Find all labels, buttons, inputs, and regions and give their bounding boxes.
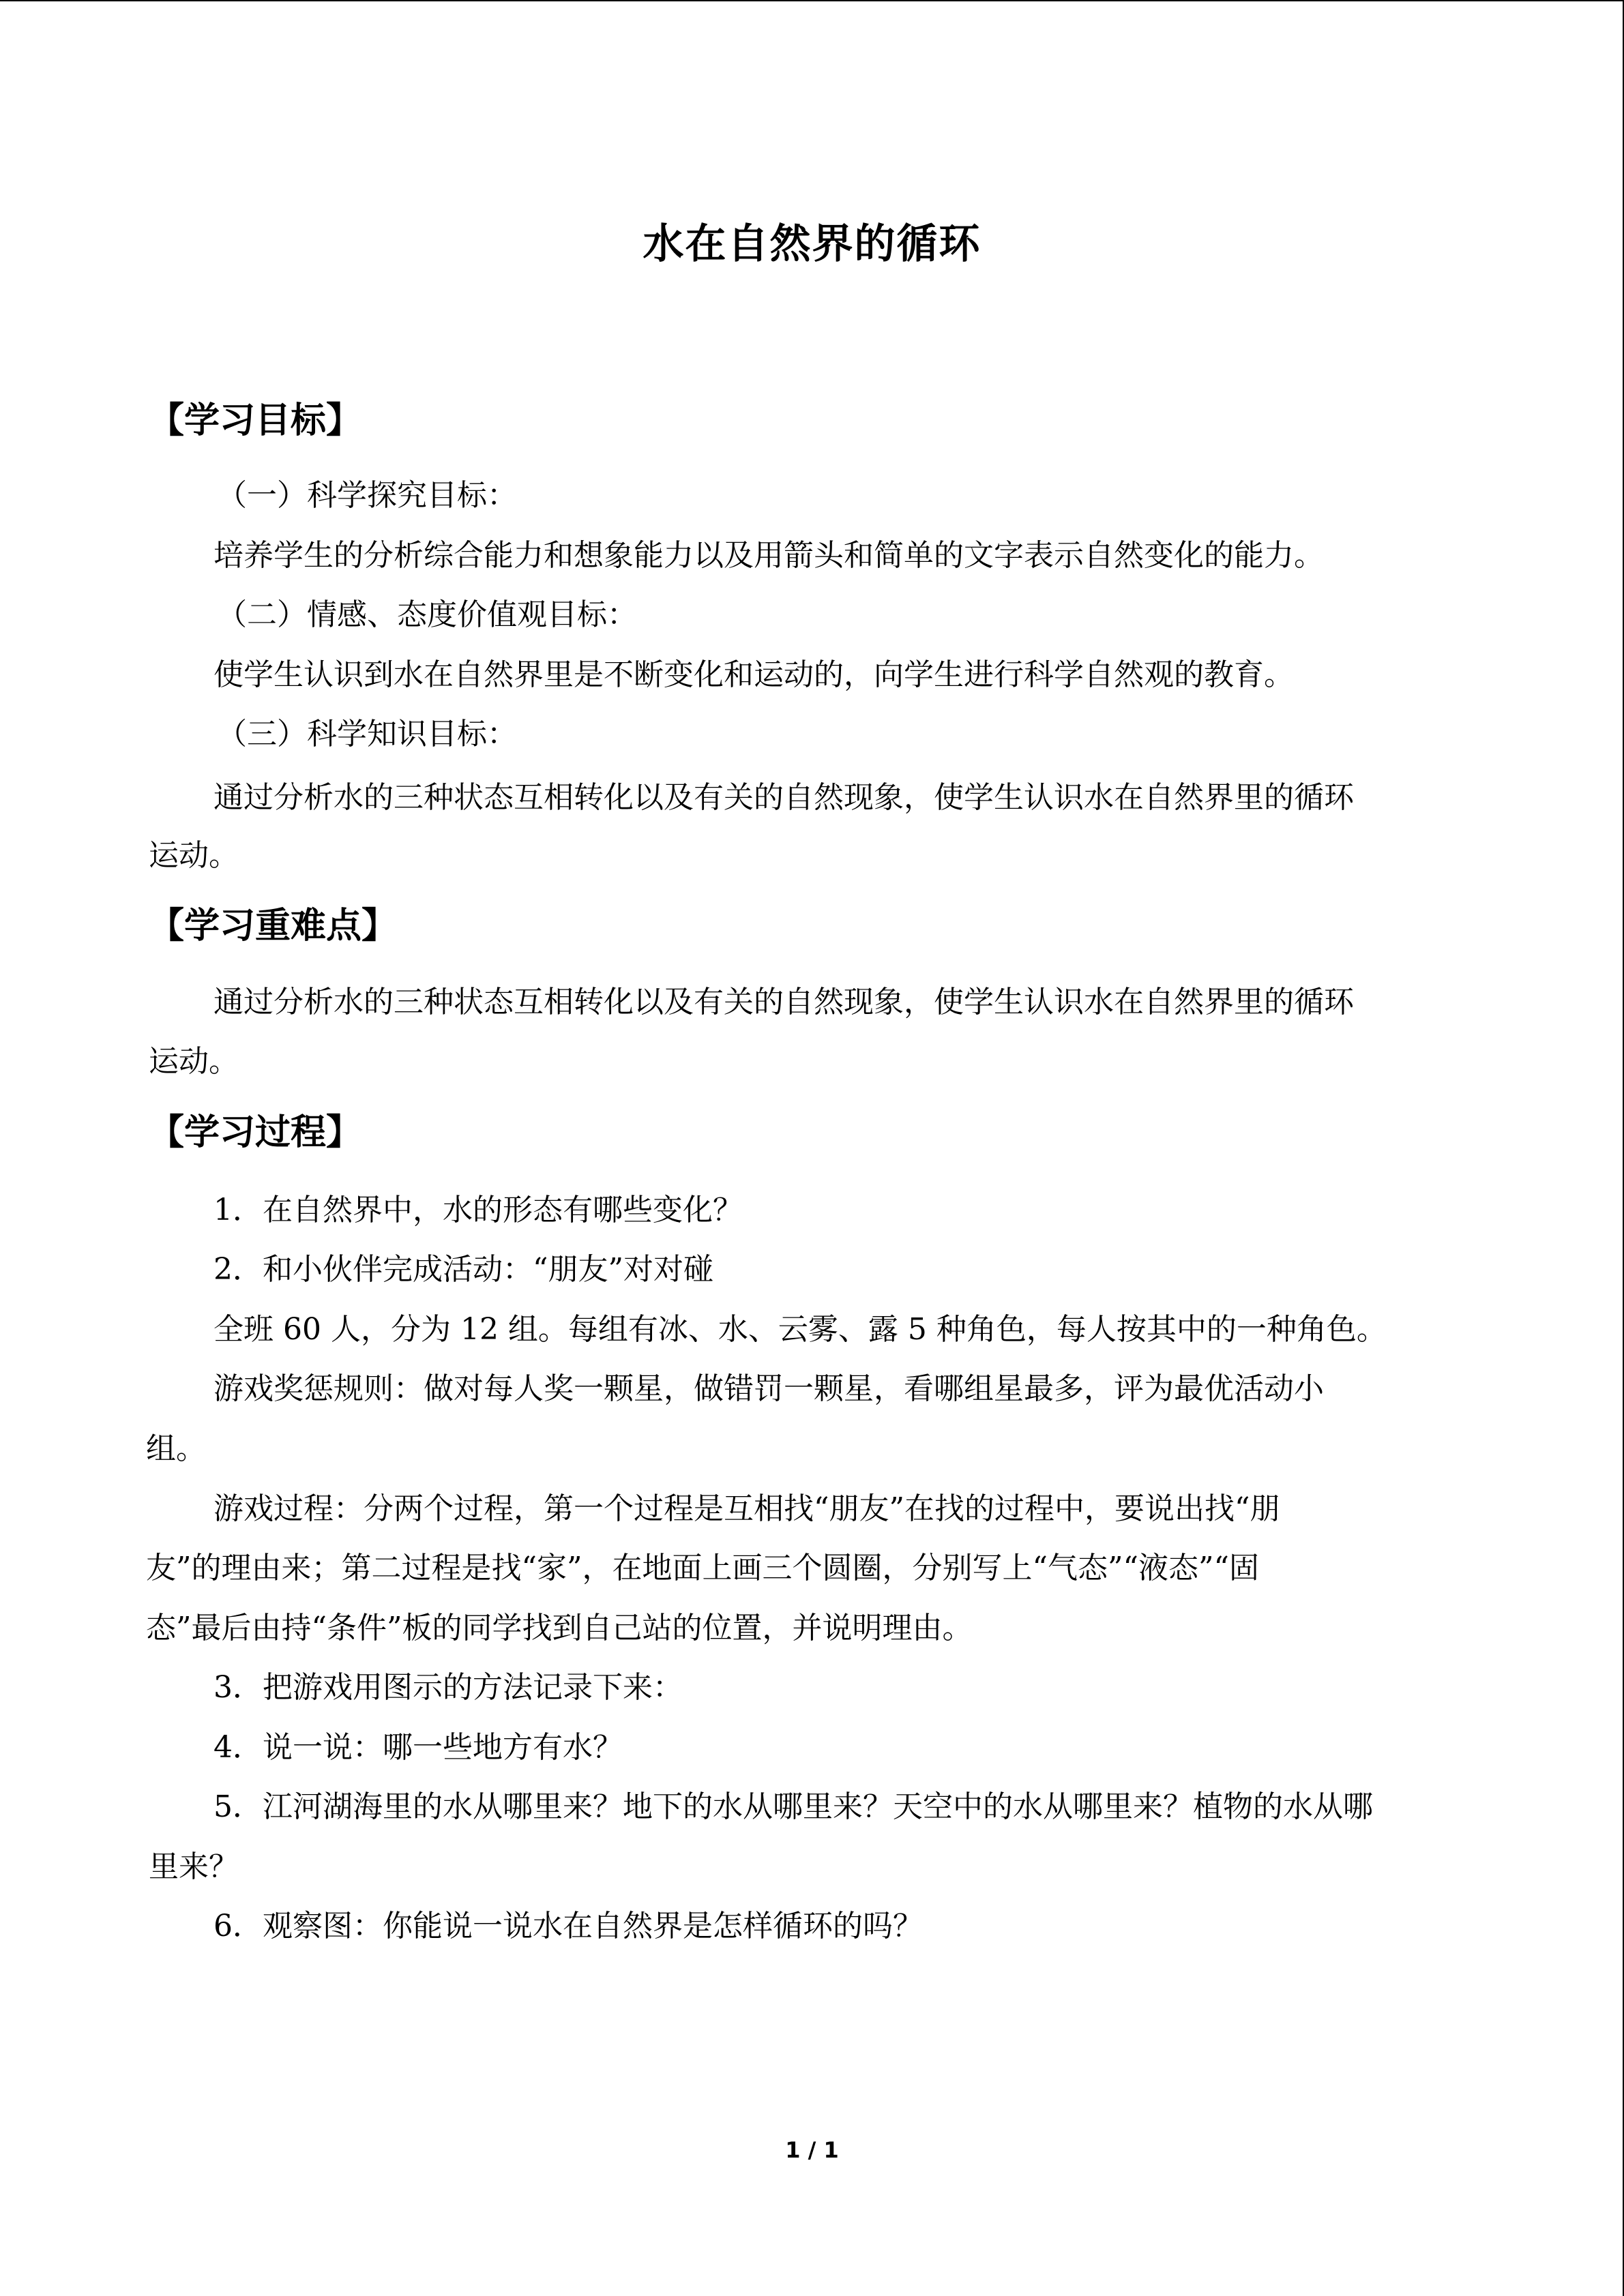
objective-values-text: 使学生认识到水在自然界里是不断变化和运动的，向学生进行科学自然观的教育。 (213, 657, 1294, 692)
objective-inquiry-text: 培养学生的分析综合能力和想象能力以及用箭头和简单的文字表示自然变化的能力。 (213, 538, 1324, 573)
page-number: 1 / 1 (785, 2137, 839, 2163)
heading-learning-objectives: 【学习目标】 (149, 400, 362, 441)
process-item-5-line1: 5．江河湖海里的水从哪里来？地下的水从哪里来？天空中的水从哪里来？植物的水从哪 (213, 1789, 1373, 1824)
process-game-line2: 友”的理由来；第二过程是找“家”，在地面上画三个圆圈，分别写上“气态”“液态”“固 (146, 1551, 1259, 1585)
process-item-6: 6．观察图：你能说一说水在自然界是怎样循环的吗？ (213, 1909, 923, 1943)
process-item-4: 4．说一说：哪一些地方有水？ (213, 1730, 623, 1765)
key-points-text-line2: 运动。 (149, 1044, 239, 1079)
process-game-line1: 游戏过程：分两个过程，第一个过程是互相找“朋友”在找的过程中，要说出找“朋 (213, 1491, 1280, 1526)
process-game-line3: 态”最后由持“条件”板的同学找到自己站的位置，并说明理由。 (146, 1611, 973, 1645)
objective-values-label: （二）情感、态度价值观目标： (217, 597, 637, 632)
process-rules-line1: 游戏奖惩规则：做对每人奖一颗星，做错罚一颗星，看哪组星最多，评为最优活动小 (213, 1371, 1324, 1406)
objective-inquiry-label: （一）科学探究目标： (217, 478, 517, 513)
key-points-text-line1: 通过分析水的三种状态互相转化以及有关的自然现象，使学生认识水在自然界里的循环 (213, 985, 1354, 1019)
process-class-paragraph: 全班 60 人，分为 12 组。每组有冰、水、云雾、露 5 种角色，每人按其中的一种角色。 (213, 1312, 1387, 1347)
objective-knowledge-text-line2: 运动。 (149, 838, 239, 873)
process-rules-line2: 组。 (146, 1431, 206, 1466)
heading-learning-process: 【学习过程】 (149, 1112, 362, 1153)
objective-knowledge-label: （三）科学知识目标： (217, 717, 517, 751)
process-item-1: 1．在自然界中，水的形态有哪些变化？ (213, 1193, 743, 1227)
heading-key-points: 【学习重难点】 (149, 906, 398, 946)
process-item-2: 2．和小伙伴完成活动：“朋友”对对碰 (213, 1252, 713, 1287)
objective-knowledge-text-line1: 通过分析水的三种状态互相转化以及有关的自然现象，使学生认识水在自然界里的循环 (213, 780, 1354, 815)
process-item-5-line2: 里来？ (149, 1849, 239, 1884)
page-title: 水在自然界的循环 (643, 220, 981, 268)
process-item-3: 3．把游戏用图示的方法记录下来： (213, 1670, 683, 1705)
